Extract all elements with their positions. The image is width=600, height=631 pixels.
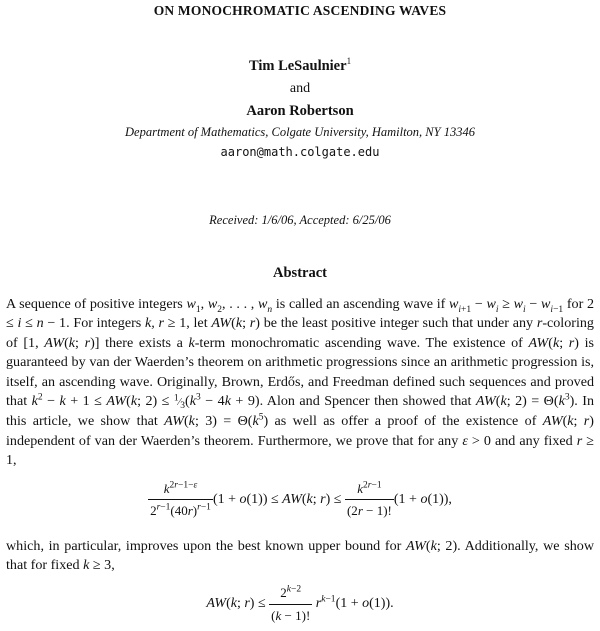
equation-fixed-k: AW(k; r) ≤ $\frac{2^{k-2}}{(k - 1)!}$ $r^{k-1}(1 + o(1))$. xyxy=(6,575,594,627)
fraction-lower: $\frac{k^{2r-1-\varepsilon}}{2^{r-1}(40r)^{r-1}}$ xyxy=(150,480,211,519)
paper-title: ON MONOCHROMATIC ASCENDING WAVES xyxy=(153,3,447,18)
email[interactable]: aaron@math.colgate.edu xyxy=(220,145,380,159)
equation-bounds: $\frac{k^{2r-1-\varepsilon}}{2^{r-1}(40r)^{r-1}}$ (1 + o(1)) ≤ AW(k; r) ≤ $\frac{k^{2r-1}}{(2r - 1)!}$ (1 + o(1)), xyxy=(6,471,594,537)
abstract-paragraph-1: A sequence of positive integers $w_1$, $w_2$, . . . , $w_n$ is called an ascending wave if $w_{i+1} - w_i \ge w_i - w_{i-1}$ for 2 ≤ i ≤ n − 1. For integers k, r ≥ 1, let AW(k; r) be the least positive integer such that under any r-coloring of [1, AW(k; r)] there exists a k-term monochromatic ascending wave. The existence of AW(k; r) is guaranteed by van der Waerden’s theorem on arithmetic progressions since an arithmetic progression is, itself, an ascending wave. Originally, Brown, Erdős, and Freedman defined such sequences and proved that $k^2 - k + 1 \le AW(k$; $2) \le ^1⁄_3(k^3 - 4k + 9)$. Alon and Spencer then showed that AW(k; $2) = \Theta(k^3)$. In this article, we show that AW(k; $3) = \Theta(k^5)$ as well as offer a proof of the existence of AW(k; r) independent of van der Waerden’s theorem. Furthermore, we prove that for any ε > 0 and any fixed r ≥ 1, xyxy=(6,296,595,469)
fraction-upper: $\frac{k^{2r-1}}{(2r - 1)!}$ xyxy=(346,480,392,519)
abstract-body xyxy=(6,295,594,627)
abstract-heading: Abstract xyxy=(273,265,327,281)
affiliation: Department of Mathematics, Colgate University, Hamilton, NY 13346 xyxy=(125,125,475,139)
author-separator: and xyxy=(289,81,311,96)
received-date: Received: 1/6/06, Accepted: 6/25/06 xyxy=(209,213,391,227)
author-1-footnote[interactable]: 1 xyxy=(346,56,352,67)
author-1-name: Tim LeSaulnier xyxy=(248,58,347,74)
author-2: Aaron Robertson xyxy=(246,103,354,119)
abstract-paragraph-2: which, in particular, improves upon the best known upper bound for AW(k; 2). Additionally, we show that for fixed k ≥ 3, xyxy=(6,537,594,574)
fraction-fixed-k: $\frac{2^{k-2}}{(k - 1)!}$ xyxy=(271,585,311,623)
author-1 xyxy=(0,58,600,75)
